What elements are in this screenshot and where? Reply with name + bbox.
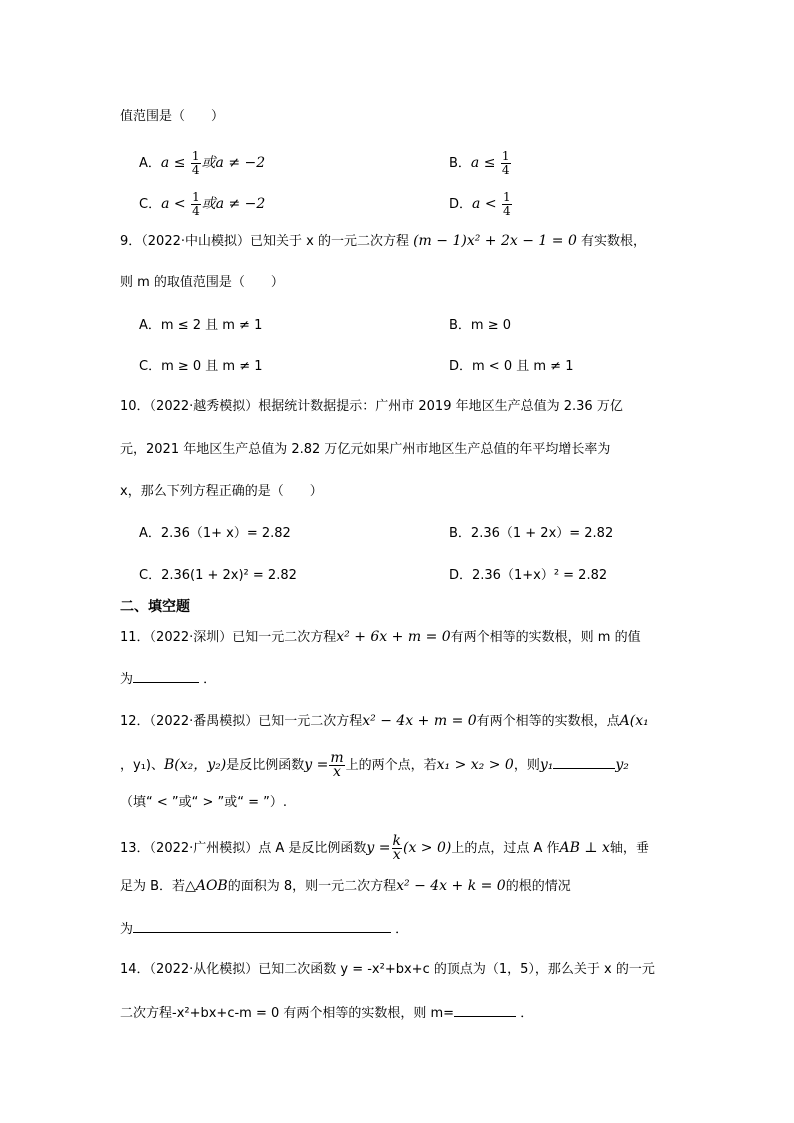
q12-stem-line2: ，y₁)、B(x₂，y₂)是反比例函数y = $\frac{m}{x}$ 上的两个点，若x₁ > x₂ > 0，则y₁ y₂ [120, 750, 629, 780]
q10-option-c[interactable]: C．2.36(1 + 2x)² = 2.82 [139, 568, 297, 583]
q8-option-b[interactable]: B．a ≤ $\frac{1}{4}$ [449, 149, 510, 177]
q13-stem-line1: 13．（2022·广州模拟）点 A 是反比例函数y = $\frac{k}{x}$ (x > 0)上的点，过点 A 作AB ⊥ x轴，垂 [120, 833, 649, 863]
q9-stem: 9．（2022·中山模拟）已知关于 x 的一元二次方程 (m − 1)x² + 2x − 1 = 0 有实数根， [120, 233, 647, 249]
q8-option-d[interactable]: D．a < $\frac{1}{4}$ [449, 190, 511, 218]
q8-option-c[interactable]: C．a < $\frac{1}{4}$ 或a ≠ −2 [139, 190, 266, 218]
q10-option-a[interactable]: A．2.36（1+ x）= 2.82 [139, 526, 291, 541]
q14-stem-line2: 二次方程-x²+bx+c-m = 0 有两个相等的实数根，则 m= ． [120, 1002, 533, 1024]
q11-answer-blank[interactable] [133, 668, 199, 683]
q12-stem-line1: 12．（2022·番禺模拟）已知一元二次方程x² − 4x + m = 0有两个相等的实数根，点A(x₁ [120, 713, 649, 729]
q9-option-b[interactable]: B．m ≥ 0 [449, 318, 512, 333]
q12-stem-line3: （填“ < ”或“ > ”或“ = ”）. [120, 795, 288, 810]
q11-answer-line: 为 ． [120, 668, 216, 690]
q9-stem-line2: 则 m 的取值范围是（ ） [120, 275, 284, 290]
q8-stem-tail: 值范围是（ ） [120, 109, 225, 124]
q10-option-d[interactable]: D．2.36（1+x）² = 2.82 [449, 568, 608, 583]
q13-answer-line: 为 ． [120, 918, 408, 940]
q10-stem-line3: x，那么下列方程正确的是（ ） [120, 484, 323, 499]
q10-option-b[interactable]: B．2.36（1 + 2x）= 2.82 [449, 526, 614, 541]
q12-answer-blank[interactable] [553, 754, 615, 769]
section-heading: 二、填空题 [120, 599, 190, 615]
q13-answer-blank[interactable] [133, 918, 391, 933]
q9-option-c[interactable]: C．m ≥ 0 且 m ≠ 1 [139, 359, 263, 374]
q9-option-a[interactable]: A．m ≤ 2 且 m ≠ 1 [139, 318, 263, 333]
q10-stem-line2: 元，2021 年地区生产总值为 2.82 万亿元如果广州市地区生产总值的年平均增长率为 [120, 442, 611, 457]
q14-stem-line1: 14．（2022·从化模拟）已知二次函数 y = -x²+bx+c 的顶点为（1，5），那么关于 x 的一元 [120, 962, 655, 977]
q8-option-a[interactable]: A．a ≤ $\frac{1}{4}$ 或a ≠ −2 [139, 149, 266, 177]
q9-option-d[interactable]: D．m < 0 且 m ≠ 1 [449, 359, 574, 374]
q11-stem: 11．（2022·深圳）已知一元二次方程x² + 6x + m = 0有两个相等的实数根，则 m 的值 [120, 629, 641, 645]
q10-stem-line1: 10．（2022·越秀模拟）根据统计数据提示：广州市 2019 年地区生产总值为 2.36 万亿 [120, 399, 623, 414]
q13-stem-line2: 足为 B．若△AOB的面积为 8，则一元二次方程x² − 4x + k = 0的根的情况 [120, 878, 571, 894]
q14-answer-blank[interactable] [454, 1002, 516, 1017]
